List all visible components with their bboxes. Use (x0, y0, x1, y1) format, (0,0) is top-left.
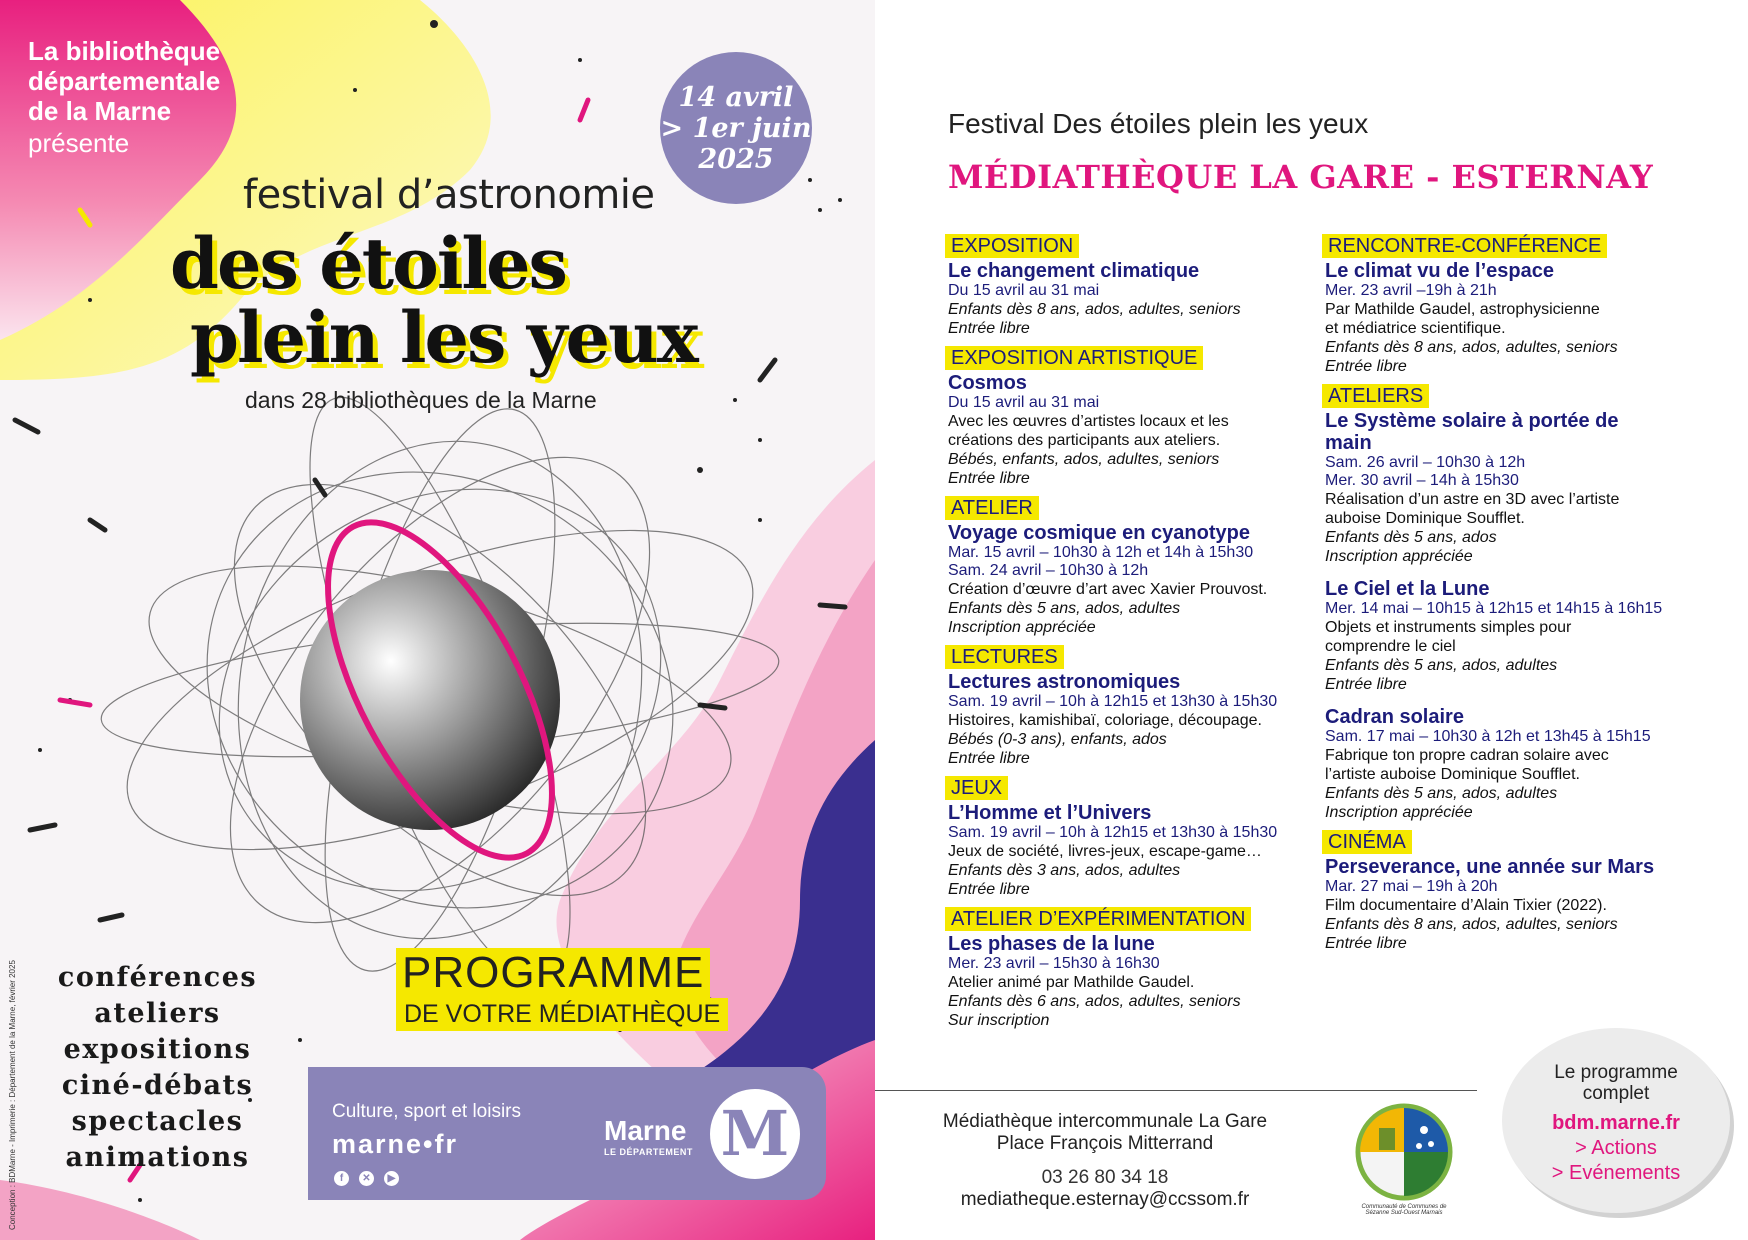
event-item (945, 234, 1290, 338)
event-description: l’artiste auboise Dominique Soufflet. (1325, 766, 1580, 783)
events-column-right (1322, 234, 1667, 961)
event-description: Film documentaire d’Alain Tixier (2022). (1325, 897, 1607, 914)
event-item (1322, 578, 1667, 694)
event-audience: Inscription appréciée (948, 619, 1096, 636)
program-link-label-line: Le programme (1554, 1062, 1678, 1083)
footer-tagline: Culture, sport et loisirs (332, 1101, 522, 1122)
event-dates: Mer. 14 mai – 10h15 à 12h15 et 14h15 à 16h15 (1325, 600, 1663, 617)
organizer (28, 36, 220, 158)
event-audience: Entrée libre (948, 320, 1030, 337)
event-dates: Sam. 19 avril – 10h à 12h15 et 13h30 à 15h30 (948, 693, 1278, 710)
marne-logo-icon: M (710, 1089, 800, 1179)
event-description: Jeux de société, livres-jeux, escape-game… (948, 843, 1262, 860)
event-audience: Inscription appréciée (1325, 804, 1473, 821)
event-audience: Entrée libre (948, 881, 1030, 898)
event-audience: Entrée libre (1325, 935, 1407, 952)
event-category-badge: LECTURES (945, 645, 1064, 669)
activity-item: expositions (63, 1034, 252, 1065)
presents-label: présente (28, 128, 130, 158)
social-icons (334, 1171, 399, 1186)
organizer-line: de la Marne (28, 96, 172, 126)
event-audience: Bébés (0-3 ans), enfants, ados (948, 731, 1167, 748)
event-item (945, 346, 1290, 488)
program-link-label (1502, 1062, 1730, 1104)
event-item (1322, 830, 1667, 953)
event-category-badge: EXPOSITION ARTISTIQUE (945, 346, 1203, 370)
event-title: Le climat vu de l’espace (1325, 260, 1554, 282)
facebook-icon[interactable]: f (334, 1171, 349, 1186)
event-item (1322, 384, 1667, 566)
event-description: Par Mathilde Gaudel, astrophysicienne (1325, 301, 1600, 318)
event-item (945, 907, 1290, 1030)
event-audience: Entrée libre (1325, 358, 1407, 375)
program-link-label-line: complet (1582, 1083, 1650, 1104)
event-category-badge: JEUX (945, 776, 1008, 800)
brand-subtitle: LE DÉPARTEMENT (604, 1147, 693, 1157)
event-title: Voyage cosmique en cyanotype (948, 522, 1250, 544)
event-description: et médiatrice scientifique. (1325, 320, 1506, 337)
event-title: Le Système solaire à portée de main (1325, 410, 1619, 454)
event-title: Perseverance, une année sur Mars (1325, 856, 1655, 878)
event-audience: Entrée libre (948, 470, 1030, 487)
event-audience: Bébés, enfants, ados, adultes, seniors (948, 451, 1220, 468)
event-audience: Entrée libre (1325, 676, 1407, 693)
event-description: Fabrique ton propre cadran solaire avec (1325, 747, 1609, 764)
event-description: comprendre le ciel (1325, 638, 1456, 655)
event-category-badge: ATELIER (945, 496, 1039, 520)
event-audience: Enfants dès 3 ans, ados, adultes (948, 862, 1181, 879)
date-start: 14 avril (678, 81, 794, 113)
programme-panel (875, 0, 1748, 1240)
event-dates: Mar. 27 mai – 19h à 20h (1325, 878, 1498, 895)
programme-label (396, 948, 728, 1031)
event-description: Atelier animé par Mathilde Gaudel. (948, 974, 1195, 991)
venue-address: Place François Mitterrand (996, 1133, 1214, 1154)
event-title: Le Ciel et la Lune (1325, 578, 1490, 600)
event-audience: Entrée libre (948, 750, 1030, 767)
event-dates: Sam. 19 avril – 10h à 12h15 et 13h30 à 15h30 (948, 824, 1278, 841)
event-audience: Inscription appréciée (1325, 548, 1473, 565)
program-path-actions: > Actions (1575, 1137, 1657, 1159)
event-title: L’Homme et l’Univers (948, 802, 1152, 824)
event-item (1322, 706, 1667, 822)
credit-line: Conception : BDMarne - Imprimerie : Département de la Marne, février 2025 (8, 960, 17, 1230)
programme-title: PROGRAMME (396, 948, 710, 998)
event-description: auboise Dominique Soufflet. (1325, 510, 1525, 527)
event-dates: Sam. 24 avril – 10h30 à 12h (948, 562, 1149, 579)
event-title: Le changement climatique (948, 260, 1200, 282)
youtube-icon[interactable]: ▶ (384, 1171, 399, 1186)
divider (875, 1090, 1477, 1091)
venue-name: Médiathèque intercommunale La Gare (942, 1111, 1268, 1132)
event-item (945, 776, 1290, 899)
event-description: Histoires, kamishibaï, coloriage, découpage. (948, 712, 1262, 729)
event-audience: Sur inscription (948, 1012, 1050, 1029)
event-item (945, 496, 1290, 637)
event-item (1322, 234, 1667, 376)
event-dates: Du 15 avril au 31 mai (948, 282, 1100, 299)
event-audience: Enfants dès 8 ans, ados, adultes, seniors (1325, 339, 1618, 356)
event-category-badge: CINÉMA (1322, 830, 1412, 854)
event-item (945, 645, 1290, 768)
event-category-badge: ATELIER D’EXPÉRIMENTATION (945, 907, 1251, 931)
event-audience: Enfants dès 6 ans, ados, adultes, seniors (948, 993, 1241, 1010)
program-link-bubble (1502, 1028, 1730, 1213)
activity-item: animations (65, 1142, 250, 1173)
event-title: Lectures astronomiques (948, 671, 1181, 693)
date-year: 2025 (698, 143, 774, 175)
poster-subtitle: dans 28 bibliothèques de la Marne (245, 387, 597, 413)
community-logo-caption: Communauté de Communes de Sézanne Sud-Ouest Marnais (1361, 1204, 1447, 1216)
event-description: Objets et instruments simples pour (1325, 619, 1572, 636)
program-url-link[interactable]: bdm.marne.fr (1552, 1112, 1680, 1134)
program-path-events: > Evénements (1551, 1162, 1681, 1184)
event-category-badge: RENCONTRE-CONFÉRENCE (1322, 234, 1607, 258)
event-category-badge: ATELIERS (1322, 384, 1429, 408)
event-audience: Enfants dès 5 ans, ados, adultes (1325, 657, 1558, 674)
event-audience: Enfants dès 5 ans, ados, adultes (1325, 785, 1558, 802)
event-title: Cadran solaire (1325, 706, 1464, 728)
event-description: Avec les œuvres d’artistes locaux et les (948, 413, 1229, 430)
event-dates: Mer. 23 avril –19h à 21h (1325, 282, 1497, 299)
community-logo-icon (1349, 1100, 1459, 1204)
event-title: Les phases de la lune (948, 933, 1155, 955)
event-description: Création d’œuvre d’art avec Xavier Prouvost. (948, 581, 1268, 598)
festival-heading: Festival Des étoiles plein les yeux (948, 108, 1369, 139)
event-description: Réalisation d’un astre en 3D avec l’artiste (1325, 491, 1620, 508)
footer-url-link[interactable]: marne•fr (332, 1129, 458, 1159)
event-dates: Mer. 23 avril – 15h30 à 16h30 (948, 955, 1160, 972)
organizer-line: La bibliothèque (28, 36, 221, 66)
event-description: créations des participants aux ateliers. (948, 432, 1221, 449)
activity-item: ateliers (94, 998, 221, 1029)
footer-band (308, 1067, 826, 1200)
event-dates: Mar. 15 avril – 10h30 à 12h et 14h à 15h30 (948, 544, 1254, 561)
organizer-line: départementale (28, 66, 221, 96)
community-logo (1349, 1100, 1459, 1220)
festival-label: festival d’astronomie (243, 172, 655, 218)
event-dates: Du 15 avril au 31 mai (948, 394, 1100, 411)
venue-heading: MÉDIATHÈQUE LA GARE - ESTERNAY (948, 158, 1654, 196)
event-category-badge: EXPOSITION (945, 234, 1079, 258)
venue-email-link[interactable]: mediatheque.esternay@ccssom.fr (960, 1189, 1250, 1210)
poster-title-line2: plein les yeux (190, 296, 697, 379)
events-column-left (945, 234, 1290, 1038)
activity-item: spectacles (71, 1106, 244, 1137)
activity-item: ciné-débats (61, 1070, 254, 1101)
event-audience: Enfants dès 8 ans, ados, adultes, seniors (948, 301, 1241, 318)
venue-phone[interactable]: 03 26 80 34 18 (1041, 1167, 1169, 1188)
activities-list (40, 960, 275, 1176)
event-audience: Enfants dès 5 ans, ados, adultes (948, 600, 1181, 617)
programme-subtitle: DE VOTRE MÉDIATHÈQUE (396, 998, 728, 1031)
activity-item: conférences (57, 962, 258, 993)
event-dates: Sam. 17 mai – 10h30 à 12h et 13h45 à 15h15 (1325, 728, 1651, 745)
venue-info (935, 1111, 1275, 1211)
event-dates: Sam. 26 avril – 10h30 à 12h (1325, 454, 1526, 471)
poster-title-line1: des étoiles (170, 222, 566, 305)
event-dates: Mer. 30 avril – 14h à 15h30 (1325, 472, 1519, 489)
event-title: Cosmos (948, 372, 1027, 394)
event-audience: Enfants dès 5 ans, ados (1325, 529, 1497, 546)
date-end: > 1er juin (660, 112, 812, 144)
date-bubble (660, 52, 812, 204)
x-icon[interactable]: ✕ (359, 1171, 374, 1186)
event-audience: Enfants dès 8 ans, ados, adultes, seniors (1325, 916, 1618, 933)
brand-name: Marne (604, 1115, 687, 1146)
